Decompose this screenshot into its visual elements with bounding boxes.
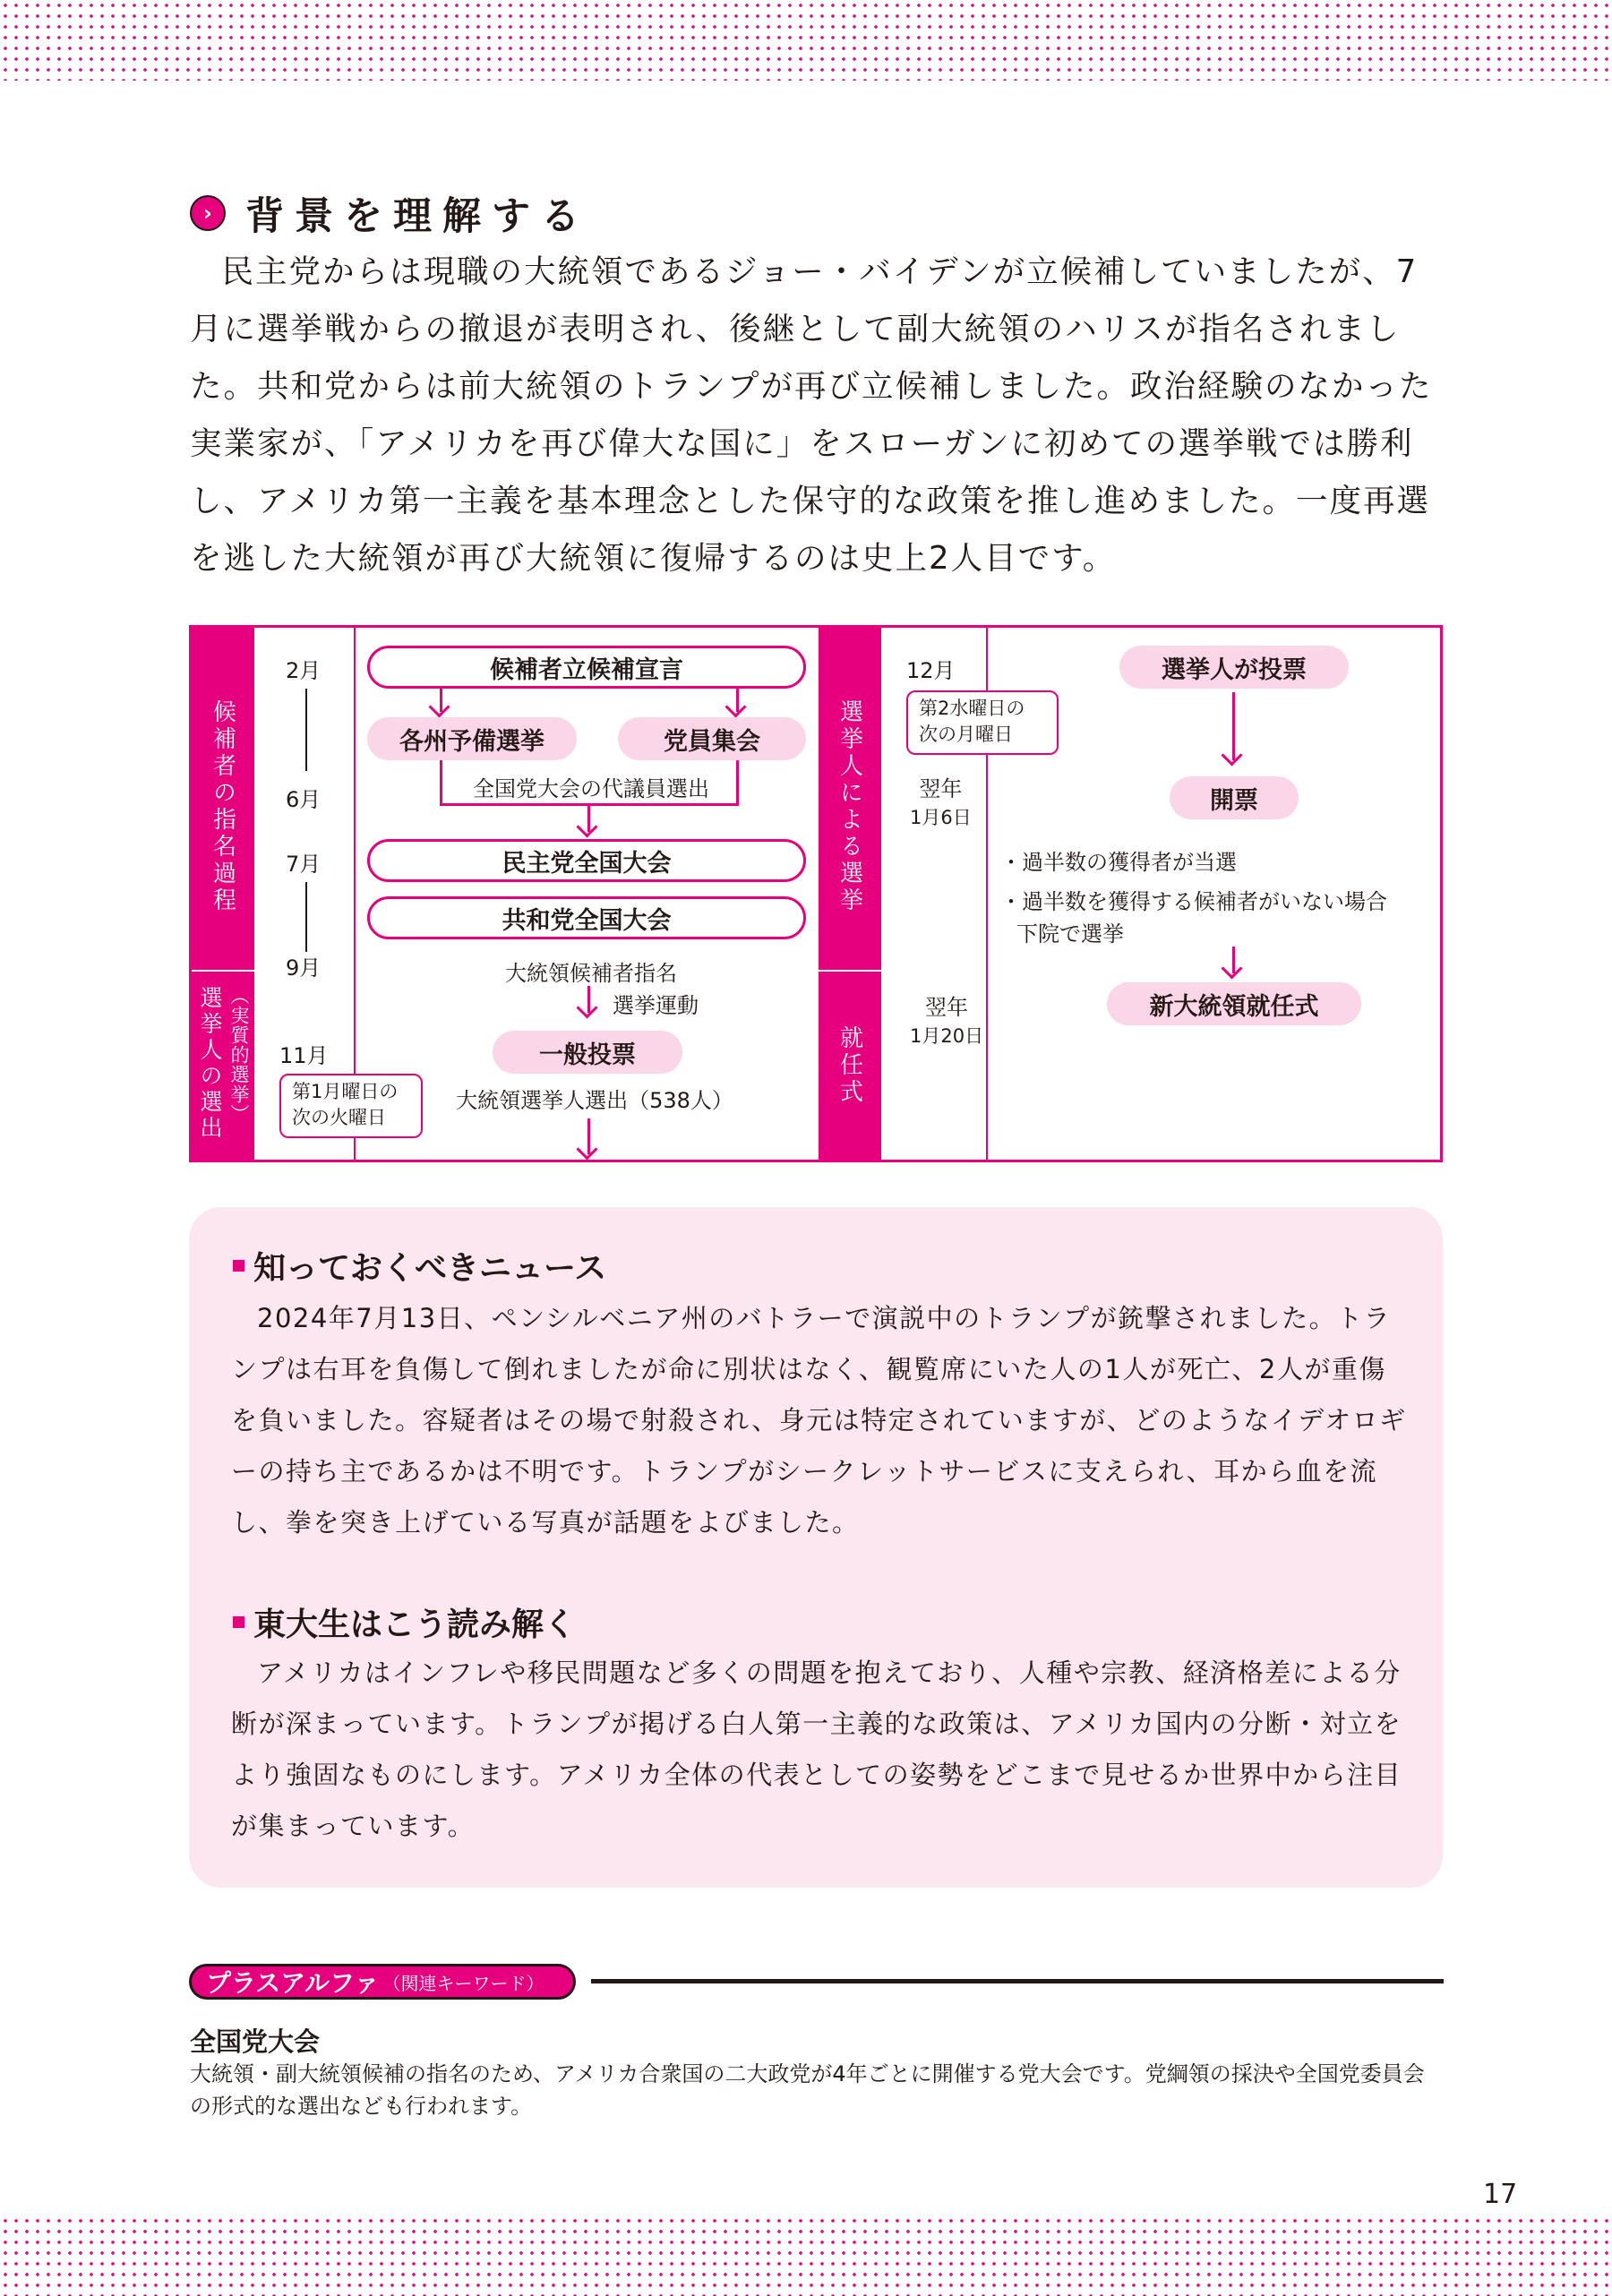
band-nomination [192,628,254,970]
rule-majority: ・過半数の獲得者が当選 [1000,850,1237,875]
band-elector-sub: （実質的選挙） [228,986,250,1124]
step-inauguration: 新大統領就任式 [1107,982,1361,1025]
body-paragraph-text: 民主党からは現職の大統領であるジョー・バイデンが立候補していましたが、7月に選挙戦からの撤退が表明され、後継として副大統領のハリスが指名されました。共和党からは前大統領のトランプが再び立候補しました。政治経験のなかった実業家が、「アメリカを再び偉大な国に」をスローガンに初めての選挙戦では勝利し、アメリカ第一主義を基本理念とした保守的な政策を推し進めました。一度再選を逃した大統領が再び大統領に復帰するのは史上2人目です。 [190,253,1433,577]
band-inauguration [819,972,881,1162]
keyword-text: 大統領・副大統領候補の指名のため、アメリカ合衆国の二大政党が4年ごとに開催する党大会です。党綱領の採決や全国党委員会の形式的な選出なども行われます。 [190,2061,1425,2119]
date-jan6: 翌年 1月6日 [910,776,972,828]
chevron-right-icon: › [190,195,226,231]
step-elector-vote: 選挙人が投票 [1119,646,1349,689]
band-elector-vote-label: 選挙人による選挙 [836,699,863,914]
keyword-title: 全国党大会 [190,2026,321,2057]
body-paragraph [190,244,1444,587]
date-jan20: 翌年 1月20日 [910,995,984,1047]
month-jul: 7月 [286,852,322,877]
month-nov: 11月 [279,1043,329,1068]
band-elector-label: 選挙人の選出 [197,986,223,1142]
step-caucus: 党員集会 [618,717,806,760]
plus-alpha-rule [591,1979,1444,1983]
month-feb: 2月 [286,658,322,683]
step-nominate: 大統領候補者指名 [505,961,677,986]
step-declare: 候補者立候補宣言 [367,646,806,689]
band-nomination-label: 候補者の指名過程 [209,699,236,914]
month-dec: 12月 [906,658,956,683]
step-count: 開票 [1170,776,1299,819]
section-title: 背景を理解する [245,193,590,239]
step-general-vote: 一般投票 [493,1031,682,1074]
news-text: 2024年7月13日、ペンシルベニア州のバトラーで演説中のトランプが銃撃されました。トランプは右耳を負傷して倒れましたが命に別状はなく、観覧席にいた人の1人が死亡、2人が重傷を負いました。容疑者はその場で射殺され、身元は特定されていますが、どのようなイデオロギーの持ち主であるかは不明です。トランプがシークレットサービスに支えられ、耳から血を流し、拳を突き上げている写真が話題をよびました。 [231,1303,1407,1538]
top-dot-border [0,0,1612,81]
bottom-dot-border [0,2215,1612,2296]
nov-note: 第1月曜日の 次の火曜日 [279,1074,423,1138]
page-number: 17 [1483,2179,1518,2210]
step-electors: 大統領選挙人選出（538人） [456,1088,733,1113]
square-bullet-icon [233,1616,244,1628]
section-heading [190,184,590,242]
band-elector-vote [819,628,881,970]
band-elector-selection [192,972,254,1162]
step-dem-convention: 民主党全国大会 [367,839,806,882]
month-jun: 6月 [286,787,322,812]
square-bullet-icon [233,1260,244,1272]
dec-note: 第2水曜日の 次の月曜日 [906,690,1059,755]
plus-alpha-badge: プラスアルファ （関連キーワード） [189,1964,576,2000]
analysis-title: 東大生はこう読み解く [253,1606,577,1643]
band-inauguration-label: 就任式 [836,1025,863,1106]
step-primary: 各州予備選挙 [367,717,577,760]
analysis-text: アメリカはインフレや移民問題など多くの問題を抱えており、人種や宗教、経済格差による分断が深まっています。トランプが掲げる白人第一主義的な政策は、アメリカ国内の分断・対立をより強固なものにします。アメリカ全体の代表としての姿勢をどこまで見せるか世界中から注目が集まっています。 [231,1658,1402,1841]
analysis-heading [233,1599,576,1645]
month-sep: 9月 [286,955,322,981]
news-title: 知っておくべきニュース [253,1250,607,1287]
step-delegates: 全国党大会の代議員選出 [457,771,725,802]
election-flow-diagram [189,625,1443,1162]
rule-no-majority: ・過半数を獲得する候補者がいない場合 [1000,889,1387,914]
step-campaign: 選挙運動 [613,993,699,1018]
news-heading [233,1243,606,1289]
step-rep-convention: 共和党全国大会 [367,896,806,939]
rule-house-vote: 下院で選挙 [1016,921,1124,947]
